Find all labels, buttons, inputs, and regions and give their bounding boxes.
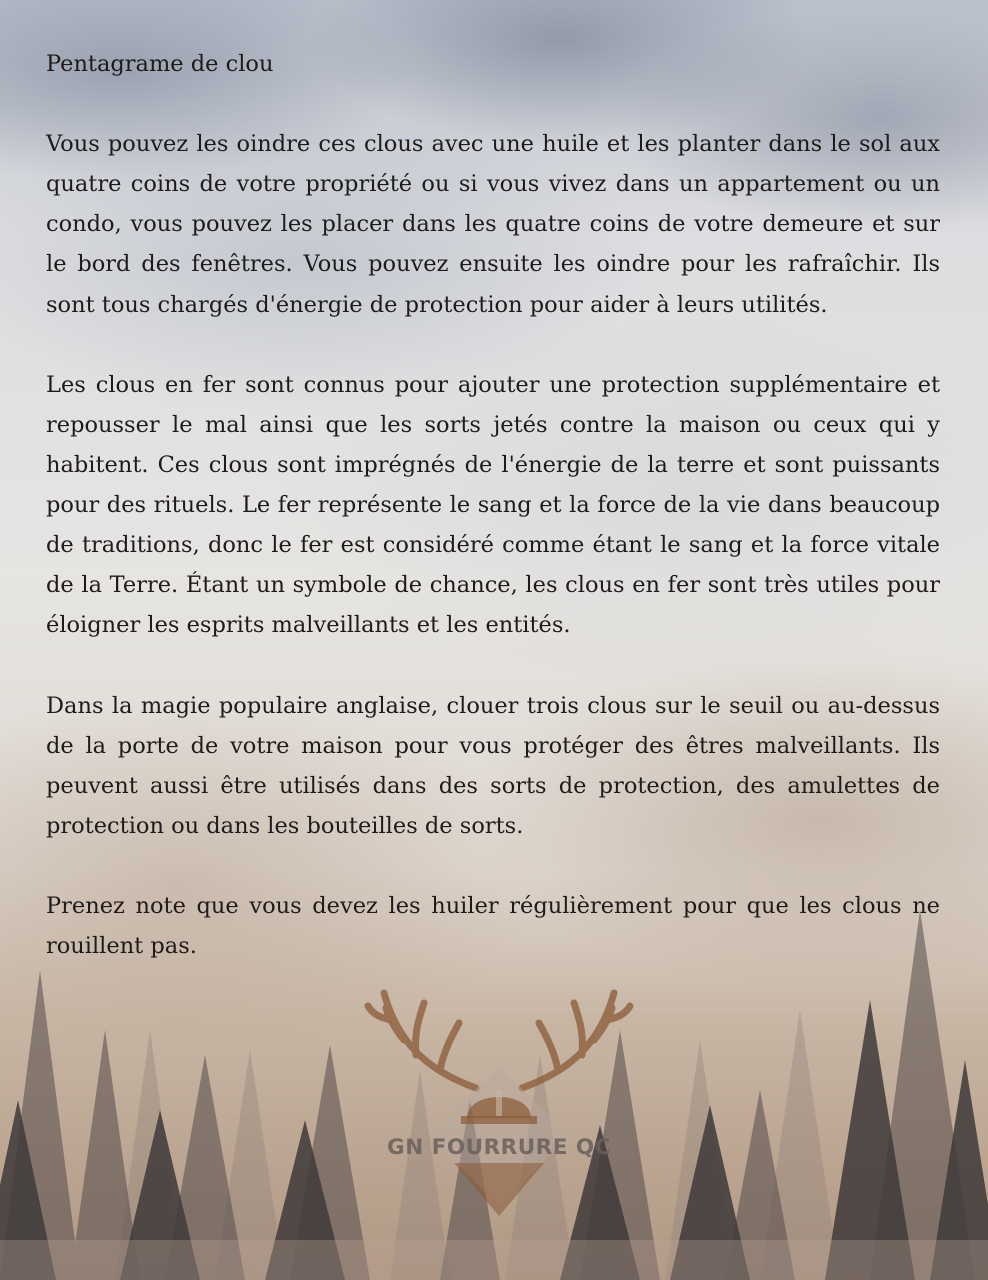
- paragraph-4: Prenez note que vous devez les huiler régulièrement pour que les clous ne rouillent pas.: [46, 892, 940, 960]
- paragraph-2: Les clous en fer sont connus pour ajouter une protection supplémentaire et repousser le mal ainsi que les sorts jetés contre la maison ou ceux qui y habitent. Ces clous sont imprégnés de l'énergie de la terre et sont puissants pour des rituels. Le fer représente le sang et la force de la vie dans beaucoup de traditions, donc le fer est considéré comme étant le sang et la force vitale de la Terre. Étant un symbole de chance, les clous en fer sont très utiles pour éloigner les esprits malveillants et les entités.: [46, 371, 940, 639]
- document-body: [46, 44, 940, 966]
- brand-watermark-text: GN FOURRURE QC: [387, 1135, 611, 1160]
- document-title: Pentagrame de clou: [46, 51, 274, 77]
- paragraph-1: Vous pouvez les oindre ces clous avec une huile et les planter dans le sol aux quatre coins de votre propriété ou si vous vivez dans un appartement ou un condo, vous pouvez les placer dans les quatre coins de votre demeure et sur le bord des fenêtres. Vous pouvez ensuite les oindre pour les rafraîchir. Ils sont tous chargés d'énergie de protection pour aider à leurs utilités.: [46, 131, 940, 318]
- antlers-helmet-logo-icon: [364, 978, 634, 1238]
- paragraph-3: Dans la magie populaire anglaise, clouer trois clous sur le seuil ou au-dessus de la porte de votre maison pour vous protéger des êtres malveillants. Ils peuvent aussi être utilisés dans des sorts de protection, des amulettes de protection ou dans les bouteilles de sorts.: [46, 692, 940, 839]
